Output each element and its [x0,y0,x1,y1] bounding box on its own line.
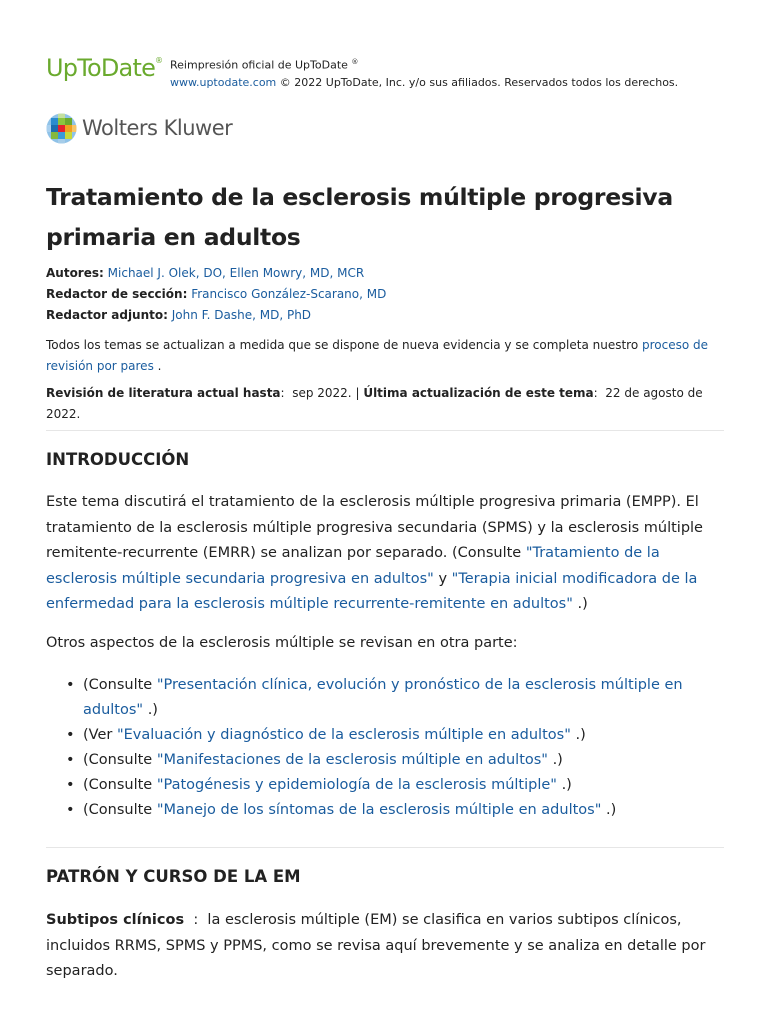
section-editor-line: Redactor de sección: Francisco González-Scarano, MD [46,287,387,301]
pattern-heading: PATRÓN Y CURSO DE LA EM [46,867,301,886]
related-topics-list [66,673,726,823]
review-dates: Revisión de literatura actual hasta: sep 2022. | Última actualización de este tema: 22 de agosto de 2022. [46,386,703,421]
list-item: • (Consulte "Manifestaciones de la esclerosis múltiple en adultos" .) [66,752,563,768]
registered-mark: ® [351,58,359,66]
list-item: • (Consulte "Presentación clínica, evolución y pronóstico de la esclerosis múltiple en adultos" .) [66,677,683,718]
copyright-text: © 2022 UpToDate, Inc. y/o sus afiliados. Reservados todos los derechos. [279,75,679,89]
rrms-therapy-topic-link[interactable]: "Terapia inicial modificadora de la enfermedad para la esclerosis múltiple recurrente-remitente en adultos" [46,570,698,612]
lit-review-date: sep 2022. [292,386,352,400]
lit-review-label: Revisión de literatura actual hasta [46,386,281,400]
list-item: • (Consulte "Manejo de los síntomas de la esclerosis múltiple en adultos" .) [66,802,617,818]
related-topic-link[interactable]: "Manejo de los síntomas de la esclerosis múltiple en adultos" [156,802,602,818]
list-item: • (Ver "Evaluación y diagnóstico de la esclerosis múltiple en adultos" .) [66,727,586,743]
section-editor-link[interactable]: Francisco González-Scarano, MD [191,287,387,301]
last-update-date: 22 de agosto de 2022. [46,386,703,421]
intro-paragraph: Este tema discutirá el tratamiento de la esclerosis múltiple progresiva primaria (EMPP). El tratamiento de la esclerosis múltiple progresiva secundaria (SPMS) y la esclerosis múltiple remitente-recurrente (EMRR) se analizan por separado. (Consulte "Tratamiento de la esclerosis múltiple secundaria progresiva en adultos" y "Terapia inicial modificadora de la enfermedad para la esclerosis múltiple recurrente-remitente en adultos" .) [46,494,703,612]
update-note: Todos los temas se actualizan a medida que se dispone de nueva evidencia y se completa nuestro proceso de revisión por pares . [46,338,709,373]
spms-topic-link[interactable]: "Tratamiento de la esclerosis múltiple secundaria progresiva en adultos" [46,545,660,587]
wolters-kluwer-logo-icon [46,113,77,144]
deputy-editor-link[interactable]: John F. Dashe, MD, PhD [171,308,312,322]
intro-heading: INTRODUCCIÓN [46,450,190,469]
last-update-label: Última actualización de este tema [363,386,594,400]
uptodate-site-link[interactable]: www.uptodate.com [170,75,277,89]
peer-review-link[interactable]: proceso de revisión por pares [46,338,709,373]
subtypes-label: Subtipos clínicos [46,912,185,928]
authors-label: Autores [46,266,100,280]
reprint-label: Reimpresión oficial de UpToDate [170,58,348,72]
reprint-header [46,52,736,92]
article-title: Tratamiento de la esclerosis múltiple progresiva primaria en adultos [46,183,673,251]
deputy-editor-line: Redactor adjunto: John F. Dashe, MD, PhD [46,308,312,322]
divider [46,430,724,431]
other-aspects-paragraph: Otros aspectos de la esclerosis múltiple se revisan en otra parte: [46,635,518,651]
publisher-name: Wolters Kluwer [82,116,233,140]
subtypes-paragraph: Subtipos clínicos : la esclerosis múltiple (EM) se clasifica en varios subtipos clínicos, incluidos RRMS, SPMS y PPMS, como se revisa aquí brevemente y se analiza en detalle por separado. [46,912,706,979]
divider [46,847,724,848]
related-topic-link[interactable]: "Manifestaciones de la esclerosis múltiple en adultos" [156,752,548,768]
related-topic-link[interactable]: "Patogénesis y epidemiología de la esclerosis múltiple" [156,777,557,793]
authors-link[interactable]: Michael J. Olek, DO, Ellen Mowry, MD, MCR [107,266,365,280]
section-editor-label: Redactor de sección [46,287,183,301]
uptodate-logo[interactable]: UpToDate® [46,54,163,82]
reprint-notice [170,54,678,91]
related-topic-link[interactable]: "Evaluación y diagnóstico de la esclerosis múltiple en adultos" [116,727,571,743]
list-item: • (Consulte "Patogénesis y epidemiología de la esclerosis múltiple" .) [66,777,572,793]
deputy-editor-label: Redactor adjunto [46,308,164,322]
related-topic-link[interactable]: "Presentación clínica, evolución y pronóstico de la esclerosis múltiple en adultos" [83,677,683,718]
authors-line: Autores: Michael J. Olek, DO, Ellen Mowry, MD, MCR [46,266,365,280]
